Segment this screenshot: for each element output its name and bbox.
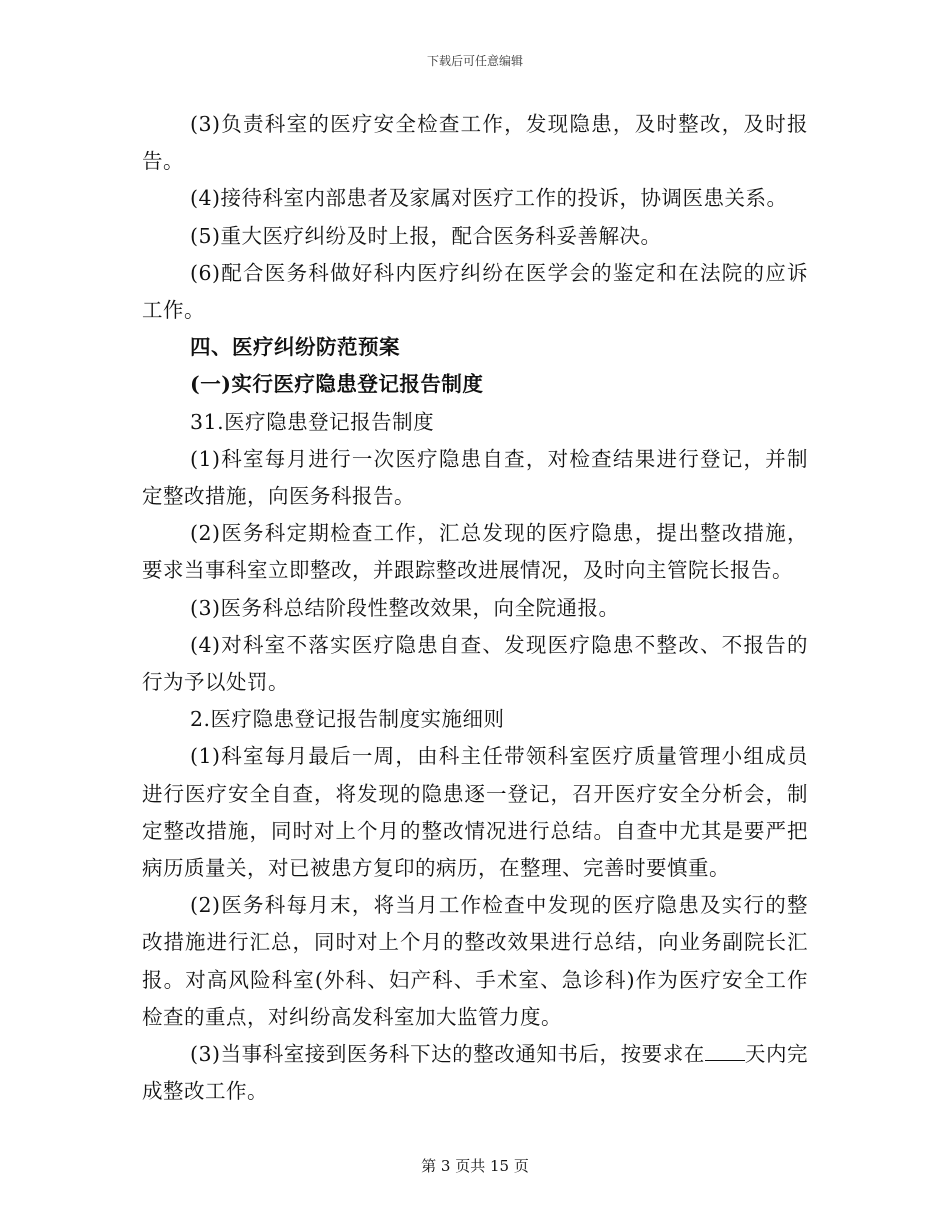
item-heading-1: 31.医疗隐患登记报告制度 bbox=[190, 409, 435, 434]
paragraph-duty-5: (5)重大医疗纠纷及时上报，配合医务科妥善解决。 bbox=[190, 223, 662, 248]
subsection-heading: (一)实行医疗隐患登记报告制度 bbox=[190, 372, 484, 397]
section-heading: 四、医疗纠纷防范预案 bbox=[190, 335, 400, 360]
paragraph-system-4: (4)对科室不落实医疗隐患自查、发现医疗隐患不整改、不报告的行为予以处罚。 bbox=[142, 632, 808, 695]
paragraph-duty-3: (3)负责科室的医疗安全检查工作，发现隐患，及时整改，及时报告。 bbox=[142, 112, 808, 174]
paragraph-detail-3 bbox=[142, 1036, 808, 1110]
paragraph-detail-1: (1)科室每月最后一周，由科主任带领科室医疗质量管理小组成员进行医疗安全自查，将发现的隐患逐一登记，召开医疗安全分析会，制定整改措施，同时对上个月的整改情况进行总结。自查中尤其是要严把病历质量关，对已被患方复印的病历，在整理、完善时要慎重。 bbox=[142, 744, 808, 881]
paragraph-detail-3-before: (3)当事科室接到医务科下达的整改通知书后，按要求在 bbox=[190, 1042, 705, 1067]
paragraph-system-3: (3)医务科总结阶段性整改效果，向全院通报。 bbox=[190, 595, 620, 620]
paragraph-detail-2: (2)医务科每月末，将当月工作检查中发现的医疗隐患及实行的整改措施进行汇总，同时对上个月的整改效果进行总结，向业务副院长汇报。对高风险科室(外科、妇产科、手术室、急诊科)作为医疗安全工作检查的重点，对纠纷高发科室加大监管力度。 bbox=[142, 893, 808, 1029]
item-heading-2: 2.医疗隐患登记报告制度实施细则 bbox=[190, 707, 505, 732]
paragraph-duty-4: (4)接待科室内部患者及家属对医疗工作的投诉，协调医患关系。 bbox=[190, 186, 788, 211]
document-body bbox=[142, 106, 808, 1110]
paragraph-detail-3-after: 天内完成整改工作。 bbox=[142, 1042, 809, 1104]
paragraph-system-2: (2)医务科定期检查工作，汇总发现的医疗隐患，提出整改措施，要求当事科室立即整改，并跟踪整改进展情况，及时向主管院长报告。 bbox=[142, 521, 808, 583]
page-header-note: 下载后可任意编辑 bbox=[426, 54, 523, 68]
paragraph-duty-6: (6)配合医务科做好科内医疗纠纷在医学会的鉴定和在法院的应诉工作。 bbox=[142, 260, 808, 323]
fill-in-blank bbox=[705, 1042, 745, 1061]
paragraph-system-1: (1)科室每月进行一次医疗隐患自查，对检查结果进行登记，并制定整改措施，向医务科报告。 bbox=[142, 446, 808, 509]
page-footer-number: 第 3 页共 15 页 bbox=[421, 1157, 529, 1175]
